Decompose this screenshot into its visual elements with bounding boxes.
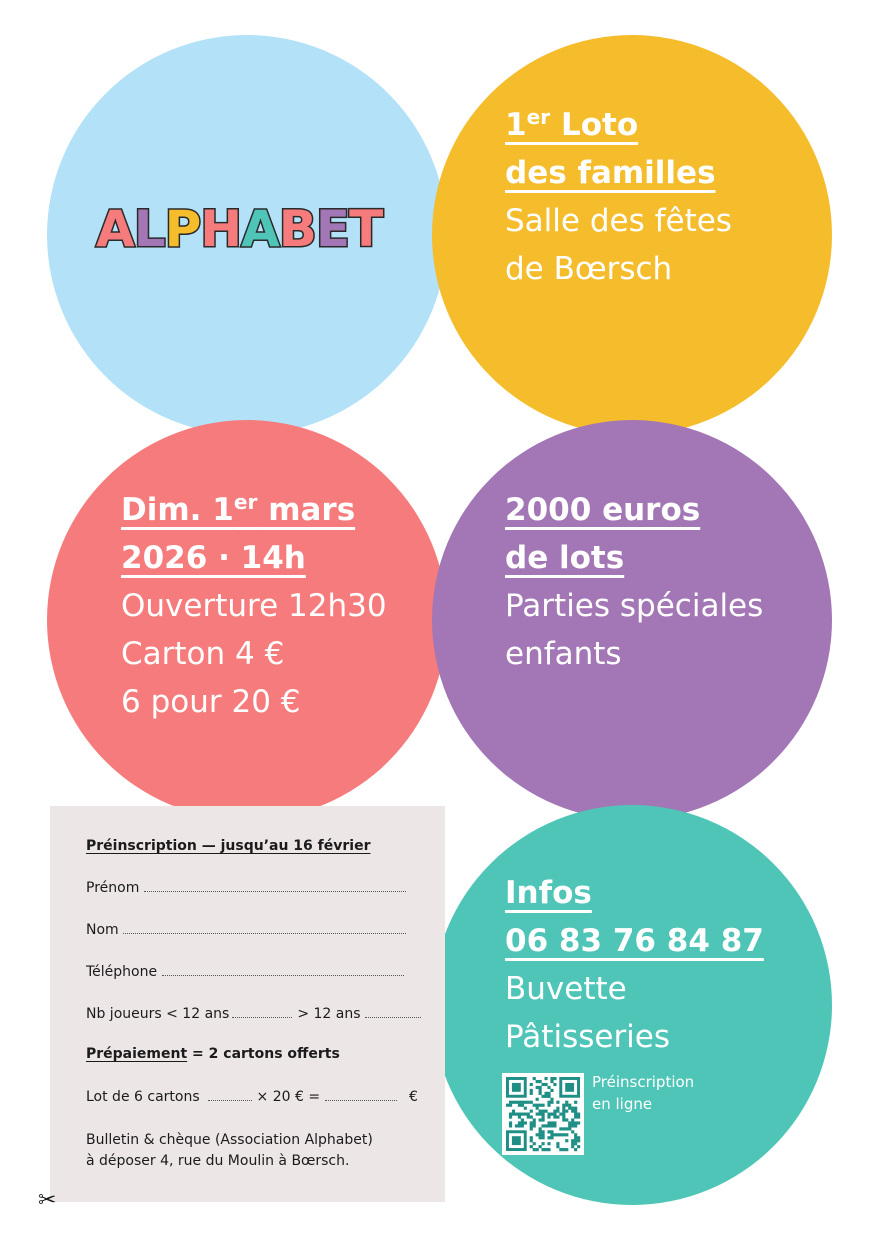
form-note-line2: à déposer 4, rue du Moulin à Bœrsch. [86,1153,350,1169]
prepay-note [86,1046,340,1062]
infos-title: Infos [505,875,592,911]
qr-label [592,1071,694,1115]
event-title: 1er Loto [505,104,639,143]
registration-form [50,806,445,1202]
logo-letter: A [241,200,279,258]
prizes-label: de lots [505,540,625,576]
logo-letter: H [200,200,242,258]
lot-label: Lot de 6 cartons [86,1089,200,1105]
form-note [86,1130,373,1172]
last-name-field[interactable] [86,921,406,938]
last-name-label: Nom [86,922,119,938]
venue-line2: de Bœrsch [505,251,673,287]
card-price: Carton 4 € [121,636,285,672]
logo-letter: A [96,200,134,258]
prepay-label: Prépaiement [86,1046,188,1062]
scissors-icon: ✂ [38,1188,57,1213]
lot-multiplier: × 20 € = [256,1089,321,1105]
prizes-amount: 2000 euros [505,492,701,528]
event-year-time: 2026 · 14h [121,540,306,576]
players-field[interactable] [86,1005,421,1022]
infos-circle [432,805,832,1205]
form-heading: Préinscription — jusqu’au 16 février [86,838,371,854]
bundle-price: 6 pour 20 € [121,684,301,720]
special-games: Parties spéciales [505,588,764,624]
lot-field[interactable] [86,1088,418,1105]
event-date: Dim. 1er mars [121,489,356,528]
players-over-12-label: > 12 ans [297,1006,361,1022]
lot-total-blank[interactable] [325,1088,397,1101]
qr-label-line1: Préinscription [592,1073,695,1091]
logo-letter: E [315,200,350,258]
venue-line1: Salle des fêtes [505,203,732,239]
phone-blank[interactable] [162,963,404,976]
form-note-line1: Bulletin & chèque (Association Alphabet) [86,1132,373,1148]
logo-letter: L [133,200,165,258]
first-name-blank[interactable] [144,879,406,892]
alphabet-logo [96,200,383,258]
logo-letter: B [278,200,316,258]
last-name-blank[interactable] [123,921,406,934]
event-title-line2: des familles [505,155,716,191]
logo-letter: T [349,200,383,258]
qr-label-line2: en ligne [592,1095,653,1113]
qr-code-icon[interactable] [502,1073,584,1155]
lot-quantity-blank[interactable] [208,1088,252,1101]
first-name-field[interactable] [86,879,406,896]
first-name-label: Prénom [86,880,140,896]
prepay-rest: = 2 cartons offerts [187,1046,340,1062]
infos-bar: Buvette [505,971,627,1007]
lot-currency: € [408,1089,418,1105]
phone-label: Téléphone [86,964,158,980]
special-games-kids: enfants [505,636,622,672]
phone-field[interactable] [86,963,404,980]
opening-time: Ouverture 12h30 [121,588,387,624]
logo-letter: P [164,200,201,258]
infos-phone[interactable]: 06 83 76 84 87 [505,923,764,959]
players-under-12-label: Nb joueurs < 12 ans [86,1006,230,1022]
players-over-12-blank[interactable] [365,1005,421,1018]
players-under-12-blank[interactable] [232,1005,292,1018]
infos-pastries: Pâtisseries [505,1019,671,1055]
